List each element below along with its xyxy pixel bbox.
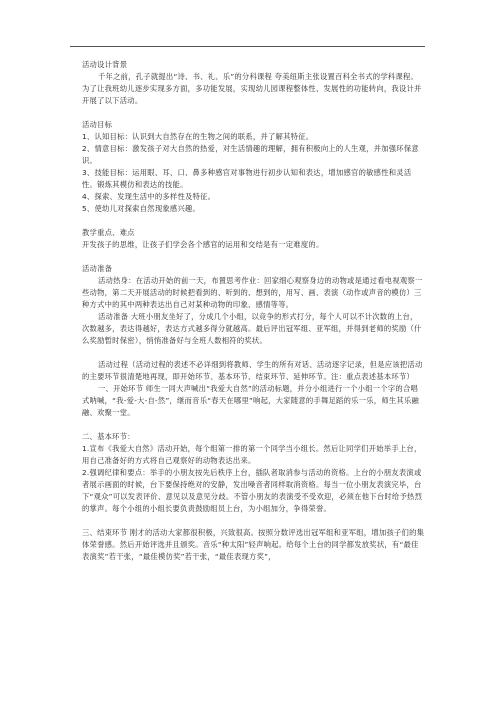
goal-item: 4、探索、发现生活中的多样性及特征。 xyxy=(82,192,216,201)
prep-paragraph: 活动热身：在活动开始的前一天，布置思考作业：回家细心观察身边的动物或是通过看电视观察一些动物，第二天开展活动的时候把看到的、听到的、想到的，用写、画、表演（动作或声音的模仿）三种方式中的其中两种表达出自己对某种动物的印象、感情等等。 xyxy=(82,276,423,309)
basic-stage-item: 1.宣布《我爱大自然》活动开始，每个组第一排的第一个同学当小组长。然后让同学们开始举手上台，用自己准备好的方式将自己观察好的动物表达出来。 xyxy=(82,444,422,465)
spacer xyxy=(82,215,425,227)
goal-item: 5、使幼儿对探索自然现象感兴趣。 xyxy=(82,204,201,213)
spacer xyxy=(82,347,425,359)
section-heading-background: 活动设计背景 xyxy=(82,60,128,69)
goal-item: 3、技能目标：运用眼、耳、口、鼻多种感官对事物进行初步认知和表达，增加感官的敏感性和灵活性。锻炼其模仿和表达的技能。 xyxy=(82,168,412,189)
spacer xyxy=(82,251,425,263)
spacer xyxy=(82,419,425,431)
basic-stage-item: 2.强调纪律和要点：举手的小朋友按先后秩序上台，插队者取消参与活动的资格。上台的小朋友表演或者展示画面的时候，台下要保持绝对的安静，发出噪音者同样取消资格。每当一位小朋友表演完毕，台下“观众”可以发表评价、意见以及意见分歧。不管小朋友的表演受不受欢迎，必须在他下台时给予热烈的掌声。每个小组的小组长要负责鼓励组员上台，为小组加分，争得荣誉。 xyxy=(82,468,423,513)
ending-stage-paragraph: 三、结束环节 刚才的活动大家都很积极，兴致很高。按照分数评选出冠军组和亚军组，增加孩子们的集体荣誉感。然后开始评选并且颁奖。音乐“种太阳”轻声响起。给每个上台的同学都发放奖状，有“最佳表演奖”若干张，“最佳模仿奖”若干张，“最佳表现方奖”， xyxy=(82,528,425,561)
document-body xyxy=(82,59,425,563)
spacer xyxy=(82,107,425,119)
section-heading-goals: 活动目标 xyxy=(82,120,113,129)
opening-stage-paragraph: 一、开始环节 师生一同大声喊出“我爱大自然”的活动标题，并分小组进行一个小组一个字的合唱式呐喊，“我-爱-大-自-然”，继而音乐“春天在哪里”响起，大家随意的手舞足蹈的乐一乐，师生其乐融融、欢聚一堂。 xyxy=(82,384,420,417)
header-rule xyxy=(70,46,425,47)
section-heading-basic: 二、基本环节： xyxy=(82,432,135,441)
spacer xyxy=(82,515,425,527)
focus-paragraph: 开发孩子的思维，让孩子们学会各个感官的运用和交结是有一定难度的。 xyxy=(82,240,324,249)
goal-item: 1、认知目标：认识到大自然存在的生物之间的联系，并了解其特征。 xyxy=(82,132,314,141)
process-intro-paragraph: 活动过程（活动过程的表述不必详细到将教师、学生的所有对话、活动逐字记录，但是应该把活动的主要环节很清楚地再现，即开始环节、基本环节、结束环节、延伸环节。注：重点表述基本环节） xyxy=(82,360,423,381)
background-paragraph: 千年之前，孔子就提出“诗、书、礼、乐”的分科课程 夸美纽斯主张设置百科全书式的学科课程。为了让我班幼儿逐步实现多方面，多功能发展，实现幼儿园课程整体性、发展性的功能转向，我设计并开展了以下活动。 xyxy=(82,72,422,105)
section-heading-prep: 活动准备 xyxy=(82,264,113,273)
prep-paragraph: 活动准备 大班小朋友坐好了，分成几个小组，以竞争的形式打分，每个人可以不计次数的上台，次数越多，表达得越好，表达方式越多得分就越高。最后评出冠军组、亚军组，并得到老师的奖励（什么奖励暂时保密），悄悄准备好与全班人数相符的奖状。 xyxy=(82,312,422,345)
goal-item: 2、情意目标：激发孩子对大自然的热爱，对生活情趣的理解，拥有积极向上的人生观，并加强环保意识。 xyxy=(82,144,419,165)
section-heading-focus: 教学重点、难点 xyxy=(82,228,135,237)
